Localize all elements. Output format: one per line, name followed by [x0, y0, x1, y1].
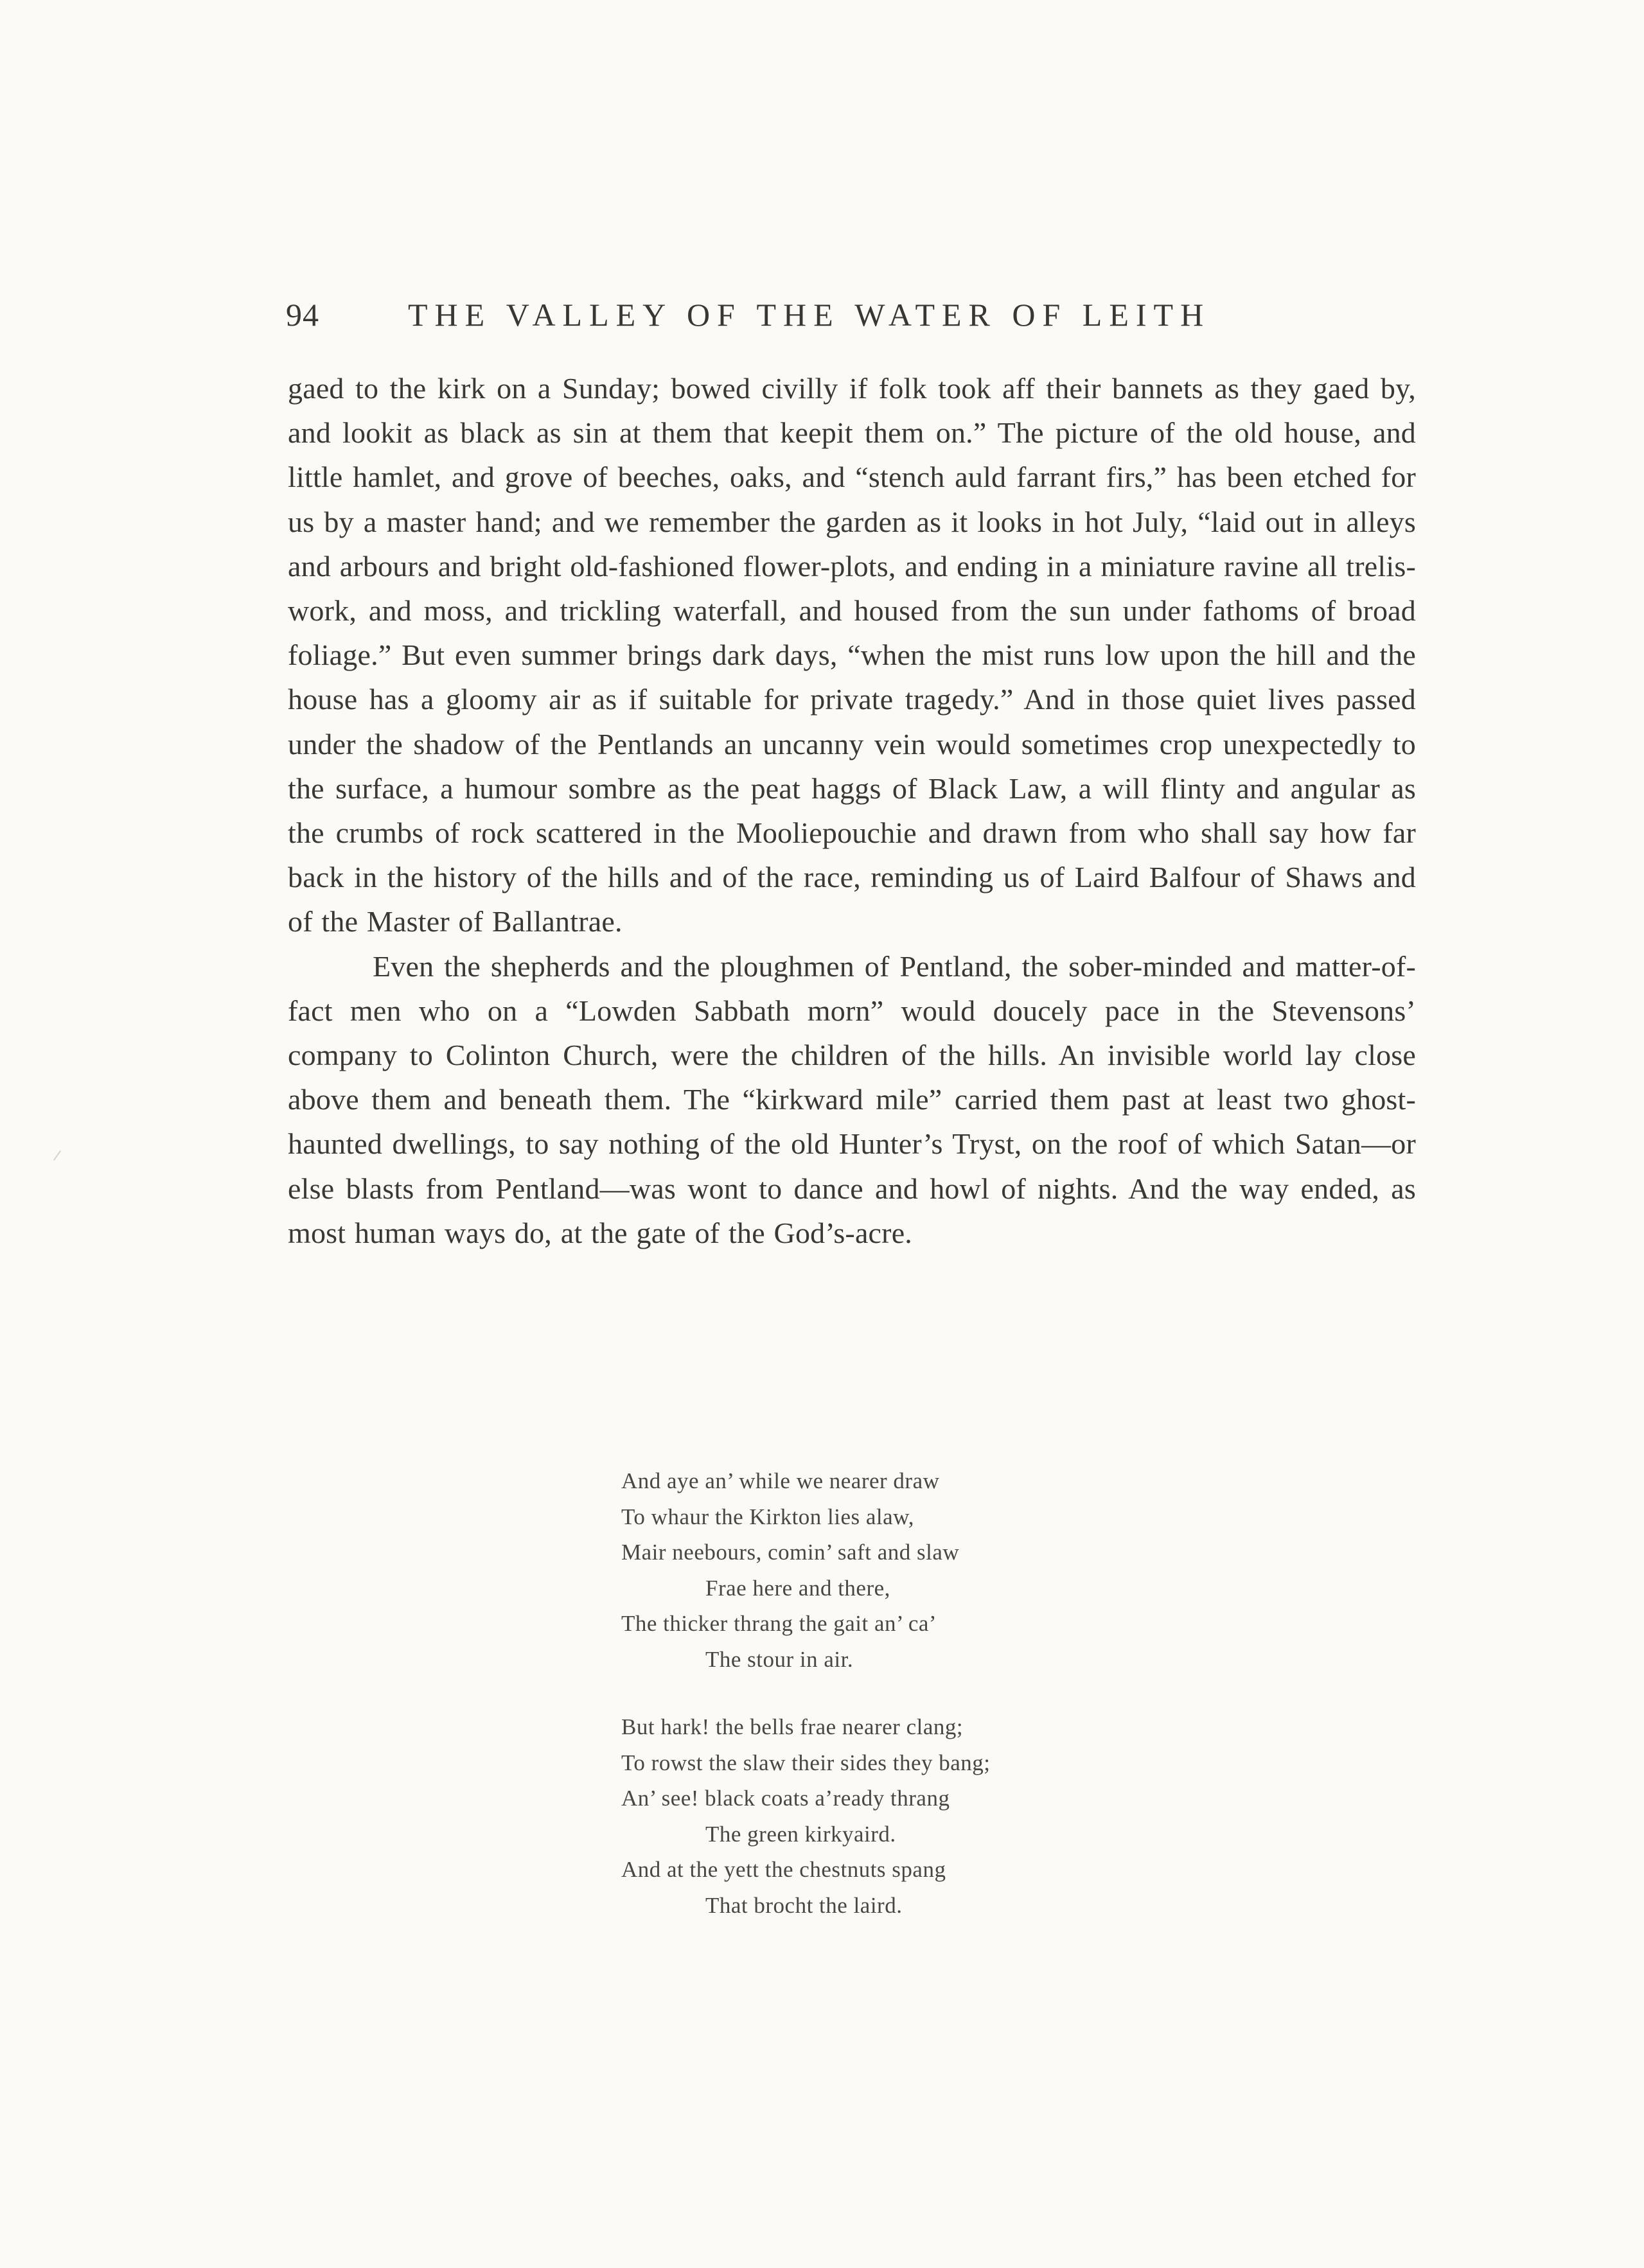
- verse-line: Mair neebours, comin’ saft and slaw: [621, 1540, 960, 1565]
- poem-stanza: [621, 1463, 1122, 1677]
- verse-line: The thicker thrang the gait an’ ca’: [621, 1611, 937, 1636]
- verse-line: Frae here and there,: [705, 1575, 890, 1601]
- poem-quotation: [621, 1463, 1122, 1955]
- paragraph: Even the shepherds and the ploughmen of Pentland, the sober-minded and matter-of-fact men who on a “Lowden Sabbath morn” would doucely pace in the Stevensons’ company to Colinton Church, were the children of the hills. An invisible world lay close above them and beneath them. The “kirkward mile” carried them past at least two ghost-haunted dwellings, to say nothing of the old Hunter’s Tryst, on the roof of which Satan—or else blasts from Pentland—was wont to dance and howl of nights. And the way ended, as most human ways do, at the gate of the God’s-acre.: [288, 949, 1416, 1249]
- verse-line: An’ see! black coats a’ready thrang: [621, 1786, 950, 1811]
- verse-line: But hark! the bells frae nearer clang;: [621, 1714, 964, 1739]
- page-number: 94: [286, 297, 319, 333]
- verse-line: That brocht the laird.: [705, 1892, 903, 1918]
- verse-line: And aye an’ while we nearer draw: [621, 1468, 940, 1493]
- verse-line: To rowst the slaw their sides they bang;: [621, 1750, 991, 1775]
- paper-mark: [53, 1150, 61, 1161]
- verse-line: And at the yett the chestnuts spang: [621, 1857, 946, 1882]
- verse-line: The stour in air.: [705, 1646, 854, 1672]
- running-head: [286, 292, 1298, 337]
- paragraph: gaed to the kirk on a Sunday; bowed civilly if folk took aff their bannets as they gaed by, and lookit as black as sin at them that keepit them on.” The picture of the old house, and little hamlet, and grove of beeches, oaks, and “stench auld farrant firs,” has been etched for us by a master hand; and we remember the garden as it looks in hot July, “laid out in alleys and arbours and bright old-fashioned flower-plots, and ending in a miniature ravine all trelis-work, and moss, and trickling waterfall, and housed from the sun under fathoms of broad foliage.” But even summer brings dark days, “when the mist runs low upon the hill and the house has a gloomy air as if suitable for private tragedy.” And in those quiet lives passed under the shadow of the Pentlands an uncanny vein would sometimes crop unexpectedly to the surface, a humour sombre as the peat haggs of Black Law, a will flinty and angular as the crumbs of rock scattered in the Mooliepouchie and drawn from who shall say how far back in the history of the hills and of the race, reminding us of Laird Balfour of Shaws and of the Master of Ballantrae.: [288, 372, 1416, 938]
- verse-line: The green kirkyaird.: [705, 1821, 896, 1847]
- poem-stanza: [621, 1709, 1122, 1923]
- verse-line: To whaur the Kirkton lies alaw,: [621, 1504, 914, 1529]
- running-title: THE VALLEY OF THE WATER OF LEITH: [408, 297, 1211, 333]
- body-text: [288, 366, 1416, 1255]
